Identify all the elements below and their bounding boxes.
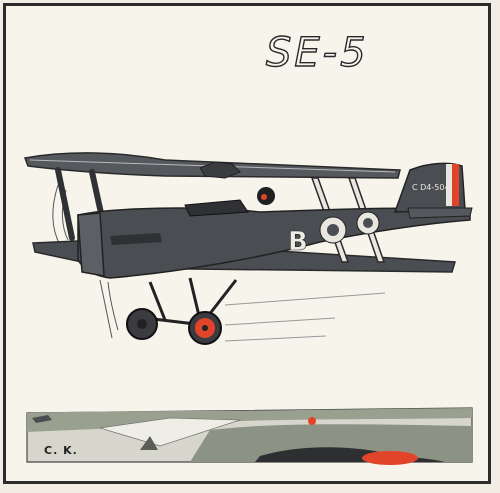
rear-wheel [189, 312, 221, 344]
tail-serial: C D4-504 [412, 183, 450, 192]
roundel-icon [357, 212, 379, 234]
artist-signature: C. K. [44, 444, 78, 457]
landing-gear [145, 278, 236, 326]
landscape-strip [27, 408, 472, 465]
roundel-icon [320, 217, 346, 243]
engine-cowling [78, 213, 104, 276]
front-wheel [127, 309, 157, 339]
sunset-glow [362, 451, 418, 465]
speed-lines [225, 293, 385, 341]
page-title: SE-5 [266, 30, 369, 76]
fuselage-letter: B [288, 227, 308, 257]
